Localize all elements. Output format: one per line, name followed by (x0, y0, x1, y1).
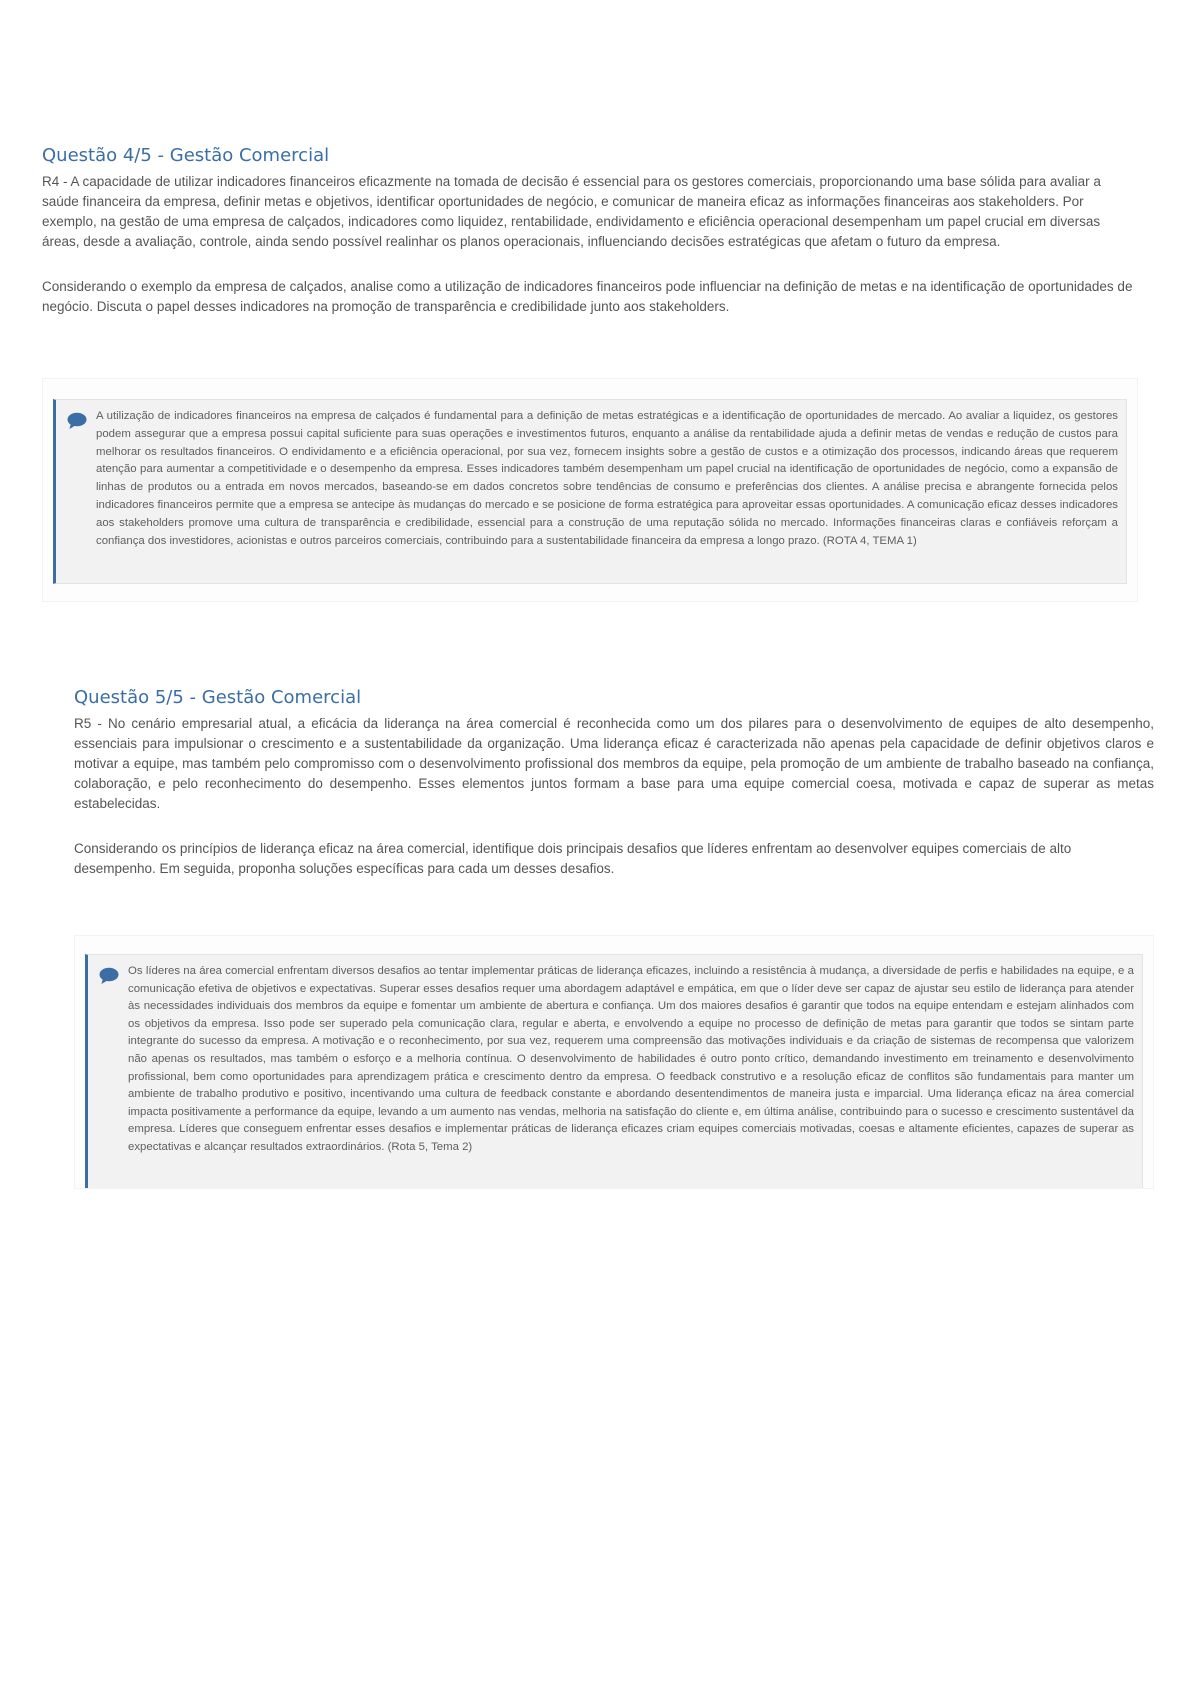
question-title: Questão 4/5 - Gestão Comercial (42, 145, 330, 166)
answer-box (85, 954, 1143, 1188)
answer-panel-5 (74, 935, 1154, 1189)
question-prefix: R5 - (74, 716, 102, 731)
question-statement-text: No cenário empresarial atual, a eficácia da liderança na área comercial é reconhecida como um dos pilares para o desenvolvimento de equipes de alto desempenho, essenciais para impulsionar o crescimento e a sustentabilidade da organização. Uma liderança eficaz é caracterizada não apenas pela capacidade de definir objetivos claros e motivar a equipe, mas também pelo compromisso com o desenvolvimento profissional dos membros da equipe, pela promoção de um ambiente de trabalho baseado na confiança, colaboração, e pelo reconhecimento do desempenho. Esses elementos juntos formam a base para uma equipe comercial coesa, motivada e capaz de superar as metas estabelecidas. (74, 716, 1154, 811)
question-statement-text: A capacidade de utilizar indicadores financeiros eficazmente na tomada de decisão é essencial para os gestores comerciais, proporcionando uma base sólida para avaliar a saúde financeira da empresa, definir metas e objetivos, identificar oportunidades de negócio, e comunicar de maneira eficaz as informações financeiras aos stakeholders. Por exemplo, na gestão de uma empresa de calçados, indicadores como liquidez, rentabilidade, endividamento e eficiência operacional desempenham um papel crucial em diversas áreas, desde a avaliação, controle, ainda sendo possível realinhar os planos operacionais, influenciando decisões estratégicas que afetam o futuro da empresa. (42, 174, 1101, 249)
question-4 (42, 144, 1140, 317)
answer-text: A utilização de indicadores financeiros na empresa de calçados é fundamental para a definição de metas estratégicas e a identificação de oportunidades de mercado. Ao avaliar a liquidez, os gestores podem assegurar que a empresa possui capital suficiente para suas operações e investimentos futuros, enquanto a análise da rentabilidade ajuda a definir metas de vendas e redução de custos para melhorar os resultados financeiros. O endividamento e a eficiência operacional, por sua vez, fornecem insights sobre a gestão de custos e a otimização dos processos, indicando áreas que requerem atenção para aumentar a competitividade e o desempenho da empresa. Esses indicadores também desempenham um papel crucial na identificação de oportunidades de negócio, como a expansão de linhas de produtos ou a entrada em novos mercados, baseando-se em dados concretos sobre tendências de consumo e preferências dos clientes. A análise precisa e abrangente fornecida pelos indicadores financeiros permite que a empresa se antecipe às mudanças do mercado e se posicione de forma estratégica para aproveitar essas oportunidades. A comunicação eficaz desses indicadores aos stakeholders promove uma cultura de transparência e credibilidade, essencial para a construção de uma reputação sólida no mercado. Informações financeiras claras e confiáveis reforçam a confiança dos investidores, acionistas e outros parceiros comerciais, contribuindo para a sustentabilidade financeira da empresa a longo prazo. (ROTA 4, TEMA 1) (96, 410, 1118, 547)
question-prefix: R4 - (42, 174, 68, 189)
answer-panel-4 (42, 378, 1138, 602)
question-prompt: Considerando o exemplo da empresa de calçados, analise como a utilização de indicadores financeiros pode influenciar na definição de metas e na identificação de oportunidades de negócio. Discuta o papel desses indicadores na promoção de transparência e credibilidade junto aos stakeholders. (42, 279, 1133, 314)
question-prompt: Considerando os princípios de liderança eficaz na área comercial, identifique dois principais desafios que líderes enfrentam ao desenvolver equipes comerciais de alto desempenho. Em seguida, proponha soluções específicas para cada um desses desafios. (74, 841, 1072, 876)
question-5 (74, 686, 1154, 879)
question-statement (74, 714, 1154, 814)
comment-icon (67, 412, 87, 430)
answer-box (53, 399, 1127, 584)
comment-icon (99, 967, 119, 985)
question-title: Questão 5/5 - Gestão Comercial (74, 687, 362, 708)
question-statement (42, 172, 1140, 252)
answer-text: Os líderes na área comercial enfrentam diversos desafios ao tentar implementar práticas de liderança eficazes, incluindo a resistência à mudança, a diversidade de perfis e habilidades na equipe, e a comunicação efetiva de objetivos e expectativas. Superar esses desafios requer uma abordagem adaptável e empática, em que o líder deve ser capaz de ajustar seu estilo de liderança para atender às necessidades individuais dos membros da equipe e fomentar um ambiente de abertura e confiança. Um dos maiores desafios é garantir que todos na equipe entendam e estejam alinhados com os objetivos da empresa. Isso pode ser superado pela comunicação clara, regular e aberta, e envolvendo a equipe no processo de definição de metas para garantir que todos se sintam parte integrante do sucesso da empresa. A motivação e o reconhecimento, por sua vez, requerem uma compreensão das motivações individuais e da criação de sistemas de recompensa que valorizem não apenas os resultados, mas também o esforço e a melhoria contínua. O desenvolvimento de habilidades é outro ponto crítico, demandando investimento em treinamento e desenvolvimento profissional, bem como oportunidades para aprendizagem prática e crescimento dentro da empresa. O feedback construtivo e a resolução eficaz de conflitos são fundamentais para manter um ambiente de trabalho produtivo e positivo, incentivando uma cultura de feedback constante e abordando desentendimentos de maneira justa e imparcial. Uma liderança eficaz na área comercial impacta positivamente a performance da equipe, levando a um aumento nas vendas, melhoria na satisfação do cliente e, em última análise, contribuindo para o sucesso e crescimento sustentável da empresa. Líderes que conseguem enfrentar esses desafios e implementar práticas de liderança eficazes criam equipes comerciais motivadas, coesas e altamente eficientes, capazes de superar as expectativas e alcançar resultados extraordinários. (Rota 5, Tema 2) (128, 965, 1134, 1153)
